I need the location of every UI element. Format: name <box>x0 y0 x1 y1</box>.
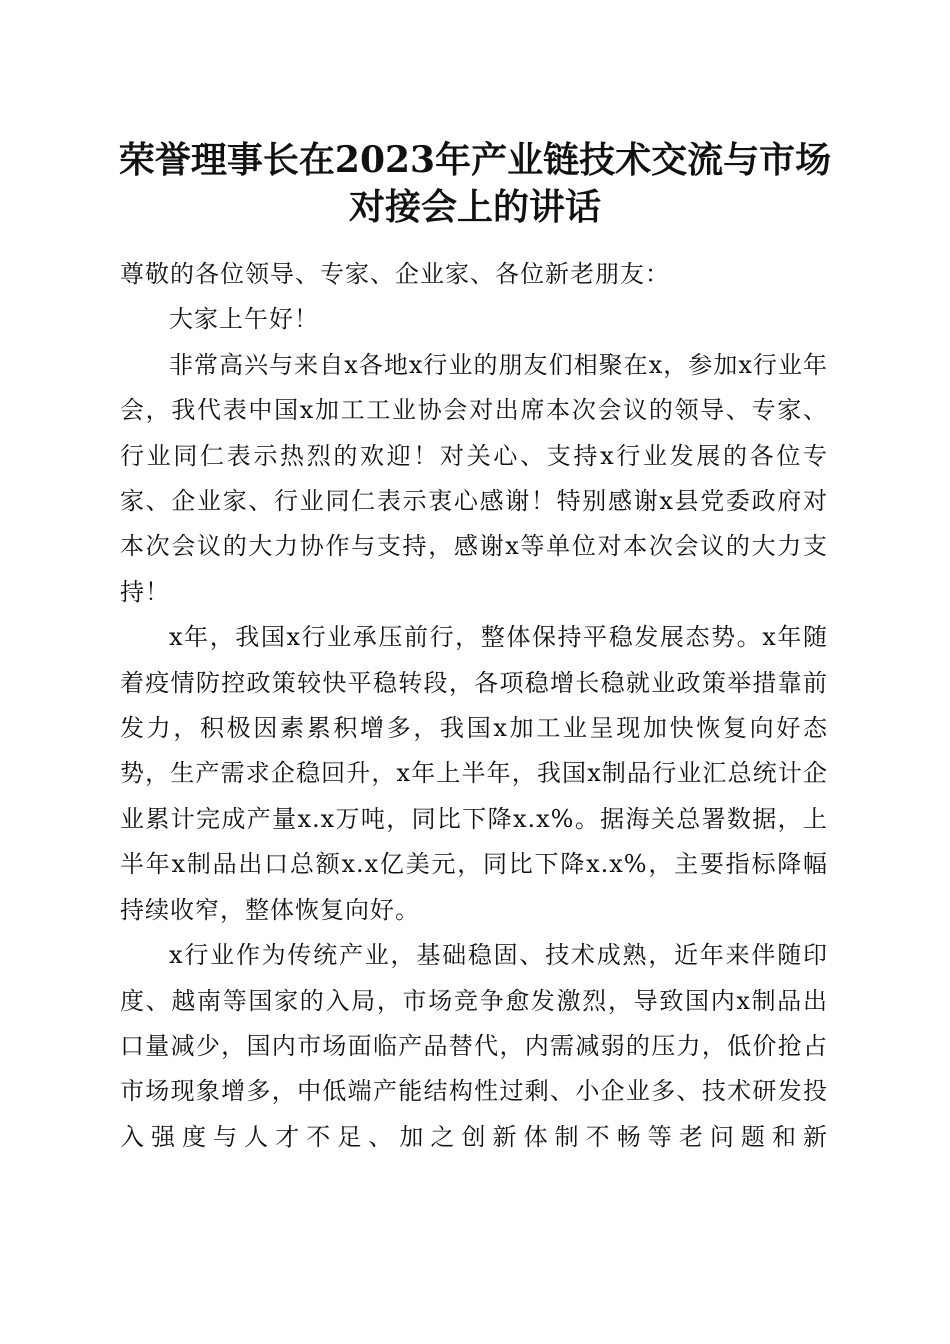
document-body <box>120 252 828 1160</box>
paragraph-welcome: 非常高兴与来自x各地x行业的朋友们相聚在x，参加x行业年会，我代表中国x加工工业协会对出席本次会议的领导、专家、行业同仁表示热烈的欢迎！对关心、支持x行业发展的各位专家、企业家、行业同仁表示衷心感谢！特别感谢x县党委政府对本次会议的大力协作与支持，感谢x等单位对本次会议的大力支持！ <box>120 350 828 606</box>
paragraph-industry-challenges: x行业作为传统产业，基础稳固、技术成熟，近年来伴随印度、越南等国家的入局，市场竞争愈发激烈，导致国内x制品出口量减少，国内市场面临产品替代，内需减弱的压力，低价抢占市场现象增多，中低端产能结构性过剩、小企业多、技术研发投入强度与人才不足、加之创新体制不畅等老问题和新 <box>120 941 828 1151</box>
salutation: 尊敬的各位领导、专家、企业家、各位新老朋友： <box>120 260 670 288</box>
document-title-line-2: 对接会上的讲话 <box>348 186 601 228</box>
paragraph-industry-status: x年，我国x行业承压前行，整体保持平稳发展态势。x年随着疫情防控政策较快平稳转段，各项稳增长稳就业政策举措靠前发力，积极因素累积增多，我国x加工业呈现加快恢复向好态势，生产需求企稳回升，x年上半年，我国x制品行业汇总统计企业累计完成产量x.x万吨，同比下降x.x%。据海关总署数据，上半年x制品出口总额x.x亿美元，同比下降x.x%，主要指标降幅持续收窄，整体恢复向好。 <box>120 623 828 924</box>
greeting: 大家上午好！ <box>169 305 319 334</box>
document-title-line-1: 荣誉理事长在2023年产业链技术交流与市场 <box>118 139 832 181</box>
